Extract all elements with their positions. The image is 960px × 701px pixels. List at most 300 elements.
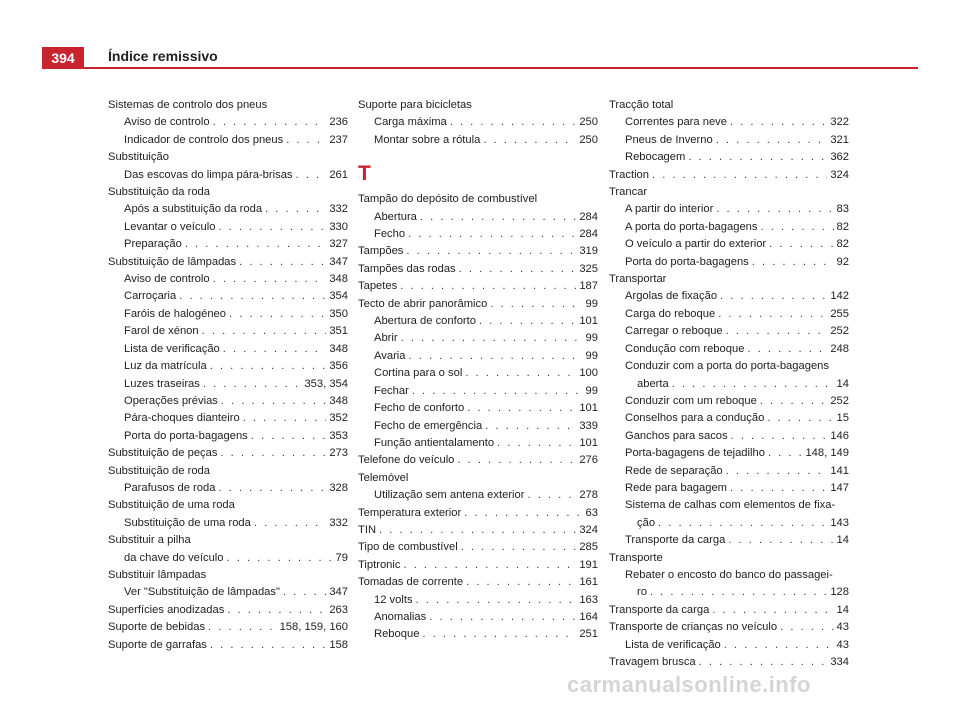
- dot-leader: [213, 271, 327, 288]
- index-subentry: [609, 410, 849, 427]
- dot-leader: [464, 505, 582, 522]
- index-heading: Suporte para bicicletas: [358, 99, 472, 111]
- entry-label: Abrir: [374, 332, 398, 345]
- entry-label: Travagem brusca: [609, 656, 696, 668]
- index-heading: Transporte: [609, 551, 663, 564]
- dot-leader: [210, 637, 326, 654]
- entry-label: Correntes para neve: [625, 116, 727, 129]
- index-column-1: [108, 97, 348, 654]
- dot-leader: [286, 132, 326, 149]
- entry-page-reference: 348: [329, 342, 348, 355]
- entry-label: Porta-bagagens de tejadilho: [625, 447, 765, 460]
- entry-label: Abertura de conforto: [374, 315, 476, 328]
- entry-label: Tapetes: [358, 280, 398, 293]
- dot-leader: [726, 323, 828, 340]
- dot-leader: [408, 226, 576, 243]
- dot-leader: [466, 574, 576, 591]
- entry-label: Pára-choques dianteiro: [124, 412, 240, 425]
- dot-leader: [769, 236, 833, 253]
- index-heading: Substituição: [108, 151, 169, 164]
- entry-label: Tomadas de corrente: [358, 576, 464, 589]
- entry-page-reference: 278: [579, 489, 598, 502]
- dot-leader: [752, 254, 834, 271]
- index-subentry: [358, 348, 598, 365]
- index-subentry: [358, 383, 598, 400]
- dot-leader: [450, 114, 577, 131]
- dot-leader: [767, 410, 833, 427]
- index-entry: [108, 619, 348, 636]
- entry-label: Utilização sem antena exterior: [374, 489, 525, 502]
- index-subentry: [108, 271, 348, 288]
- entry-page-reference: 99: [585, 349, 598, 362]
- index-subentry: [609, 532, 849, 549]
- page-title: Índice remissivo: [108, 48, 218, 64]
- index-column-2: [358, 97, 598, 644]
- entry-page-reference: 237: [329, 133, 348, 146]
- entry-page-reference: 164: [579, 610, 598, 623]
- entry-label: Ganchos para sacos: [625, 429, 728, 442]
- entry-label: Lista de verificação: [625, 638, 721, 651]
- entry-label: Transporte da carga: [625, 534, 726, 547]
- entry-label: Ver "Substituição de lâmpadas": [124, 586, 280, 599]
- entry-label: Pneus de Inverno: [625, 133, 713, 146]
- entry-page-reference: 248: [830, 342, 849, 355]
- entry-page-reference: 284: [579, 228, 598, 241]
- entry-label: Função antientalamento: [374, 436, 495, 449]
- entry-page-reference: 143: [830, 516, 849, 529]
- entry-label: Transporte da carga: [609, 603, 710, 616]
- entry-page-reference: 128: [830, 586, 849, 599]
- entry-label: Porta do porta-bagagens: [124, 429, 248, 442]
- index-subentry: [358, 330, 598, 347]
- index-subentry: [108, 323, 348, 340]
- dot-leader: [760, 393, 827, 410]
- entry-page-reference: 141: [830, 464, 849, 477]
- index-subentry: [358, 400, 598, 417]
- entry-label: Carroçaria: [124, 290, 177, 303]
- index-subentry: [108, 341, 348, 358]
- header-divider: [42, 67, 918, 69]
- entry-page-reference: 83: [836, 203, 849, 216]
- entry-page-reference: 351: [329, 325, 348, 338]
- index-entry: [609, 167, 849, 184]
- dot-leader: [720, 288, 827, 305]
- index-subentry: [108, 480, 348, 497]
- entry-page-reference: 99: [585, 332, 598, 345]
- entry-label: Cortina para o sol: [374, 367, 463, 380]
- index-entry: [609, 602, 849, 619]
- index-subentry: [108, 114, 348, 131]
- dot-leader: [780, 619, 833, 636]
- entry-page-reference: 325: [579, 262, 598, 275]
- entry-label: Argolas de fixação: [625, 290, 718, 303]
- section-letter: T: [358, 162, 371, 186]
- dot-leader: [218, 219, 326, 236]
- index-subentry: [358, 365, 598, 382]
- dot-leader: [490, 296, 582, 313]
- index-entry: [358, 261, 598, 278]
- entry-label: Faróis de halogéneo: [124, 307, 227, 320]
- entry-label: Suporte de bebidas: [108, 621, 206, 634]
- entry-page-reference: 334: [830, 656, 849, 668]
- entry-page-reference: 148, 149: [805, 447, 849, 460]
- dot-leader: [761, 219, 834, 236]
- entry-page-reference: 339: [579, 419, 598, 432]
- index-heading: Substituição da roda: [108, 186, 210, 199]
- index-entry: [358, 278, 598, 295]
- entry-label: Superfícies anodizadas: [108, 603, 225, 616]
- dot-leader: [409, 348, 583, 365]
- index-entry: [358, 522, 598, 539]
- dot-leader: [728, 532, 833, 549]
- entry-page-reference: 236: [329, 116, 348, 129]
- entry-page-reference: 347: [329, 255, 348, 268]
- entry-page-reference: 354: [329, 290, 348, 303]
- index-subentry: [358, 592, 598, 609]
- index-entry: [358, 505, 598, 522]
- dot-leader: [203, 376, 302, 393]
- dot-leader: [688, 149, 827, 166]
- entry-page-reference: 324: [830, 168, 849, 181]
- index-heading: Sistemas de controlo dos pneus: [108, 99, 268, 111]
- dot-leader: [213, 114, 327, 131]
- entry-page-reference: 324: [579, 523, 598, 536]
- dot-leader: [457, 452, 576, 469]
- index-subentry: [609, 288, 849, 305]
- entry-label: Transporte de crianças no veículo: [609, 621, 778, 634]
- entry-label: Abertura: [374, 210, 417, 223]
- dot-leader: [227, 550, 333, 567]
- index-subentry: [108, 584, 348, 601]
- dot-leader: [412, 383, 583, 400]
- entry-label: Rebocagem: [625, 151, 686, 164]
- entry-label: Levantar o veículo: [124, 220, 216, 233]
- entry-page-reference: 276: [579, 454, 598, 467]
- entry-page-reference: 43: [836, 621, 849, 634]
- dot-leader: [716, 201, 833, 218]
- index-subheading: Sistema de calhas com elementos de fixa-: [625, 499, 836, 512]
- index-heading: Trancar: [609, 186, 648, 199]
- entry-page-reference: 250: [579, 133, 598, 146]
- entry-page-reference: 250: [579, 116, 598, 129]
- entry-label: Fechar: [374, 384, 409, 397]
- entry-label: Tecto de abrir panorâmico: [358, 297, 488, 310]
- dot-leader: [185, 236, 326, 253]
- dot-leader: [461, 539, 577, 556]
- index-heading: Substituir a pilha: [108, 534, 191, 547]
- dot-leader: [699, 654, 828, 671]
- entry-page-reference: 158: [329, 638, 348, 651]
- index-subentry: [108, 132, 348, 149]
- dot-leader: [202, 323, 327, 340]
- index-subentry: [609, 637, 849, 654]
- index-subentry: [609, 393, 849, 410]
- dot-leader: [467, 400, 576, 417]
- entry-label: Das escovas do limpa pára-brisas: [124, 168, 293, 181]
- index-subentry: [358, 226, 598, 243]
- entry-page-reference: 82: [836, 220, 849, 233]
- index-subentry: [358, 626, 598, 643]
- dot-leader: [221, 393, 326, 410]
- entry-label: Substituição de peças: [108, 447, 218, 460]
- index-heading: Substituição de uma roda: [108, 499, 235, 512]
- dot-leader: [485, 418, 576, 435]
- entry-page-reference: 14: [836, 534, 849, 547]
- index-subentry: [609, 201, 849, 218]
- entry-label: Farol de xénon: [124, 325, 199, 338]
- entry-label: A porta do porta-bagagens: [625, 220, 758, 233]
- entry-page-reference: 332: [329, 203, 348, 216]
- entry-page-reference: 353: [329, 429, 348, 442]
- index-heading: Substituição de roda: [108, 464, 210, 477]
- index-subentry: [609, 480, 849, 497]
- entry-label: Condução com reboque: [625, 342, 745, 355]
- dot-leader: [208, 619, 277, 636]
- entry-page-reference: 15: [836, 412, 849, 425]
- index-subentry: [358, 209, 598, 226]
- index-entry: [358, 574, 598, 591]
- entry-page-reference: 285: [579, 541, 598, 554]
- entry-page-reference: 348: [329, 273, 348, 286]
- dot-leader: [416, 592, 577, 609]
- index-entry: [358, 452, 598, 469]
- index-subentry: [609, 114, 849, 131]
- index-subentry: [108, 410, 348, 427]
- entry-page-reference: 330: [329, 220, 348, 233]
- dot-leader: [265, 201, 326, 218]
- entry-label: Tampões: [358, 245, 404, 258]
- entry-page-reference: 79: [335, 551, 348, 564]
- dot-leader: [731, 428, 828, 445]
- entry-page-reference: 101: [579, 402, 598, 415]
- index-subentry: [358, 418, 598, 435]
- index-subentry: [108, 550, 348, 567]
- index-subentry: [609, 376, 849, 393]
- dot-leader: [712, 602, 833, 619]
- entry-label: aberta: [637, 377, 669, 390]
- dot-leader: [747, 341, 827, 358]
- entry-page-reference: 332: [329, 516, 348, 529]
- dot-leader: [730, 480, 827, 497]
- entry-label: Carga do reboque: [625, 307, 716, 320]
- index-subentry: [609, 149, 849, 166]
- entry-page-reference: 284: [579, 210, 598, 223]
- entry-label: Fecho de conforto: [374, 402, 465, 415]
- index-subentry: [358, 609, 598, 626]
- dot-leader: [401, 330, 583, 347]
- entry-label: Reboque: [374, 628, 420, 641]
- dot-leader: [497, 435, 576, 452]
- entry-label: Luz da matrícula: [124, 360, 207, 373]
- dot-leader: [243, 410, 327, 427]
- index-subentry: [108, 358, 348, 375]
- index-subentry: [609, 323, 849, 340]
- entry-page-reference: 163: [579, 593, 598, 606]
- index-subentry: [358, 132, 598, 149]
- entry-label: Suporte de garrafas: [108, 638, 207, 651]
- dot-leader: [227, 602, 326, 619]
- entry-label: Telefone do veículo: [358, 454, 455, 467]
- dot-leader: [379, 522, 576, 539]
- entry-page-reference: 82: [836, 238, 849, 251]
- index-entry: [108, 602, 348, 619]
- entry-label: Montar sobre a rótula: [374, 133, 481, 146]
- index-subentry: [609, 463, 849, 480]
- index-subentry: [108, 428, 348, 445]
- dot-leader: [650, 584, 827, 601]
- dot-leader: [527, 487, 576, 504]
- dot-leader: [724, 637, 834, 654]
- entry-page-reference: 321: [830, 133, 849, 146]
- entry-label: Fecho de emergência: [374, 419, 483, 432]
- entry-label: Substituição de uma roda: [124, 516, 251, 529]
- entry-label: 12 volts: [374, 593, 413, 606]
- dot-leader: [400, 278, 576, 295]
- dot-leader: [726, 463, 828, 480]
- index-entry: [108, 445, 348, 462]
- dot-leader: [718, 306, 827, 323]
- entry-page-reference: 252: [830, 325, 849, 338]
- index-subentry: [609, 445, 849, 462]
- entry-page-reference: 101: [579, 315, 598, 328]
- index-subheading: Conduzir com a porta do porta-bagagens: [625, 360, 829, 373]
- entry-label: TIN: [358, 523, 377, 536]
- index-column-2-main: [358, 191, 598, 644]
- entry-label: Conduzir com um reboque: [625, 394, 757, 407]
- entry-label: Após a substituição da roda: [124, 203, 263, 216]
- index-heading: Telemóvel: [358, 471, 409, 484]
- entry-page-reference: 252: [830, 394, 849, 407]
- entry-page-reference: 322: [830, 116, 849, 129]
- entry-page-reference: 255: [830, 307, 849, 320]
- entry-page-reference: 350: [329, 307, 348, 320]
- index-subheading: Rebater o encosto do banco do passagei-: [625, 568, 833, 581]
- entry-label: ro: [637, 586, 647, 599]
- dot-leader: [229, 306, 326, 323]
- index-subentry: [108, 167, 348, 184]
- dot-leader: [210, 358, 327, 375]
- entry-page-reference: 146: [830, 429, 849, 442]
- entry-page-reference: 347: [329, 586, 348, 599]
- index-heading: Tampão do depósito de combustível: [358, 193, 538, 206]
- index-heading: Substituir lâmpadas: [108, 568, 207, 581]
- entry-label: Carregar o reboque: [625, 325, 723, 338]
- entry-label: da chave do veículo: [124, 551, 224, 564]
- entry-label: Conselhos para a condução: [625, 412, 765, 425]
- index-subentry: [358, 313, 598, 330]
- entry-page-reference: 251: [579, 628, 598, 641]
- index-entry: [609, 654, 849, 671]
- entry-label: O veículo a partir do exterior: [625, 238, 767, 251]
- entry-page-reference: 362: [830, 151, 849, 164]
- index-subentry: [609, 254, 849, 271]
- dot-leader: [429, 609, 576, 626]
- dot-leader: [479, 313, 576, 330]
- dot-leader: [179, 288, 326, 305]
- index-subentry: [108, 306, 348, 323]
- dot-leader: [254, 515, 326, 532]
- entry-page-reference: 92: [836, 255, 849, 268]
- entry-label: Fecho: [374, 228, 406, 241]
- entry-label: Indicador de controlo dos pneus: [124, 133, 284, 146]
- entry-label: Substituição de lâmpadas: [108, 255, 237, 268]
- index-subentry: [609, 428, 849, 445]
- entry-page-reference: 273: [329, 447, 348, 460]
- entry-label: Anomalias: [374, 610, 427, 623]
- index-entry: [609, 619, 849, 636]
- dot-leader: [420, 209, 576, 226]
- entry-page-reference: 348: [329, 394, 348, 407]
- index-entry: [358, 296, 598, 313]
- entry-page-reference: 356: [329, 360, 348, 373]
- entry-label: Tiptronic: [358, 558, 401, 571]
- entry-page-reference: 327: [329, 238, 348, 251]
- entry-label: Carga máxima: [374, 116, 447, 129]
- entry-label: Operações prévias: [124, 394, 218, 407]
- page-header: [0, 0, 960, 70]
- entry-label: Preparação: [124, 238, 182, 251]
- dot-leader: [459, 261, 577, 278]
- entry-label: Avaria: [374, 349, 406, 362]
- dot-leader: [652, 167, 827, 184]
- entry-label: Traction: [609, 168, 649, 181]
- index-heading: Tracção total: [609, 99, 674, 111]
- entry-page-reference: 142: [830, 290, 849, 303]
- entry-label: Porta do porta-bagagens: [625, 255, 749, 268]
- index-entry: [358, 243, 598, 260]
- index-subentry: [358, 487, 598, 504]
- index-subentry: [108, 201, 348, 218]
- index-subentry: [609, 219, 849, 236]
- index-column-3: [609, 97, 849, 671]
- dot-leader: [672, 376, 834, 393]
- entry-label: Parafusos de roda: [124, 481, 216, 494]
- watermark: carmanualsonline.info: [567, 672, 811, 697]
- index-subentry: [609, 236, 849, 253]
- entry-label: ção: [637, 516, 656, 529]
- entry-page-reference: 99: [585, 384, 598, 397]
- entry-page-reference: 158, 159, 160: [279, 621, 348, 634]
- index-entry: [358, 539, 598, 556]
- entry-label: Temperatura exterior: [358, 506, 462, 519]
- index-subentry: [358, 114, 598, 131]
- index-subentry: [108, 236, 348, 253]
- dot-leader: [422, 626, 576, 643]
- dot-leader: [218, 480, 326, 497]
- index-subentry: [609, 132, 849, 149]
- entry-page-reference: 14: [836, 377, 849, 390]
- entry-page-reference: 353, 354: [304, 377, 348, 390]
- entry-page-reference: 187: [579, 280, 598, 293]
- entry-page-reference: 191: [579, 558, 598, 571]
- entry-page-reference: 147: [830, 481, 849, 494]
- index-subentry: [108, 376, 348, 393]
- index-subentry: [108, 288, 348, 305]
- dot-leader: [406, 243, 576, 260]
- dot-leader: [283, 584, 326, 601]
- dot-leader: [465, 365, 576, 382]
- entry-page-reference: 101: [579, 436, 598, 449]
- entry-page-reference: 63: [585, 506, 598, 519]
- dot-leader: [251, 428, 327, 445]
- entry-page-reference: 352: [329, 412, 348, 425]
- dot-leader: [658, 515, 827, 532]
- entry-label: A partir do interior: [625, 203, 714, 216]
- entry-label: Rede para bagagem: [625, 481, 728, 494]
- entry-page-reference: 161: [579, 576, 598, 589]
- entry-page-reference: 99: [585, 297, 598, 310]
- entry-page-reference: 14: [836, 603, 849, 616]
